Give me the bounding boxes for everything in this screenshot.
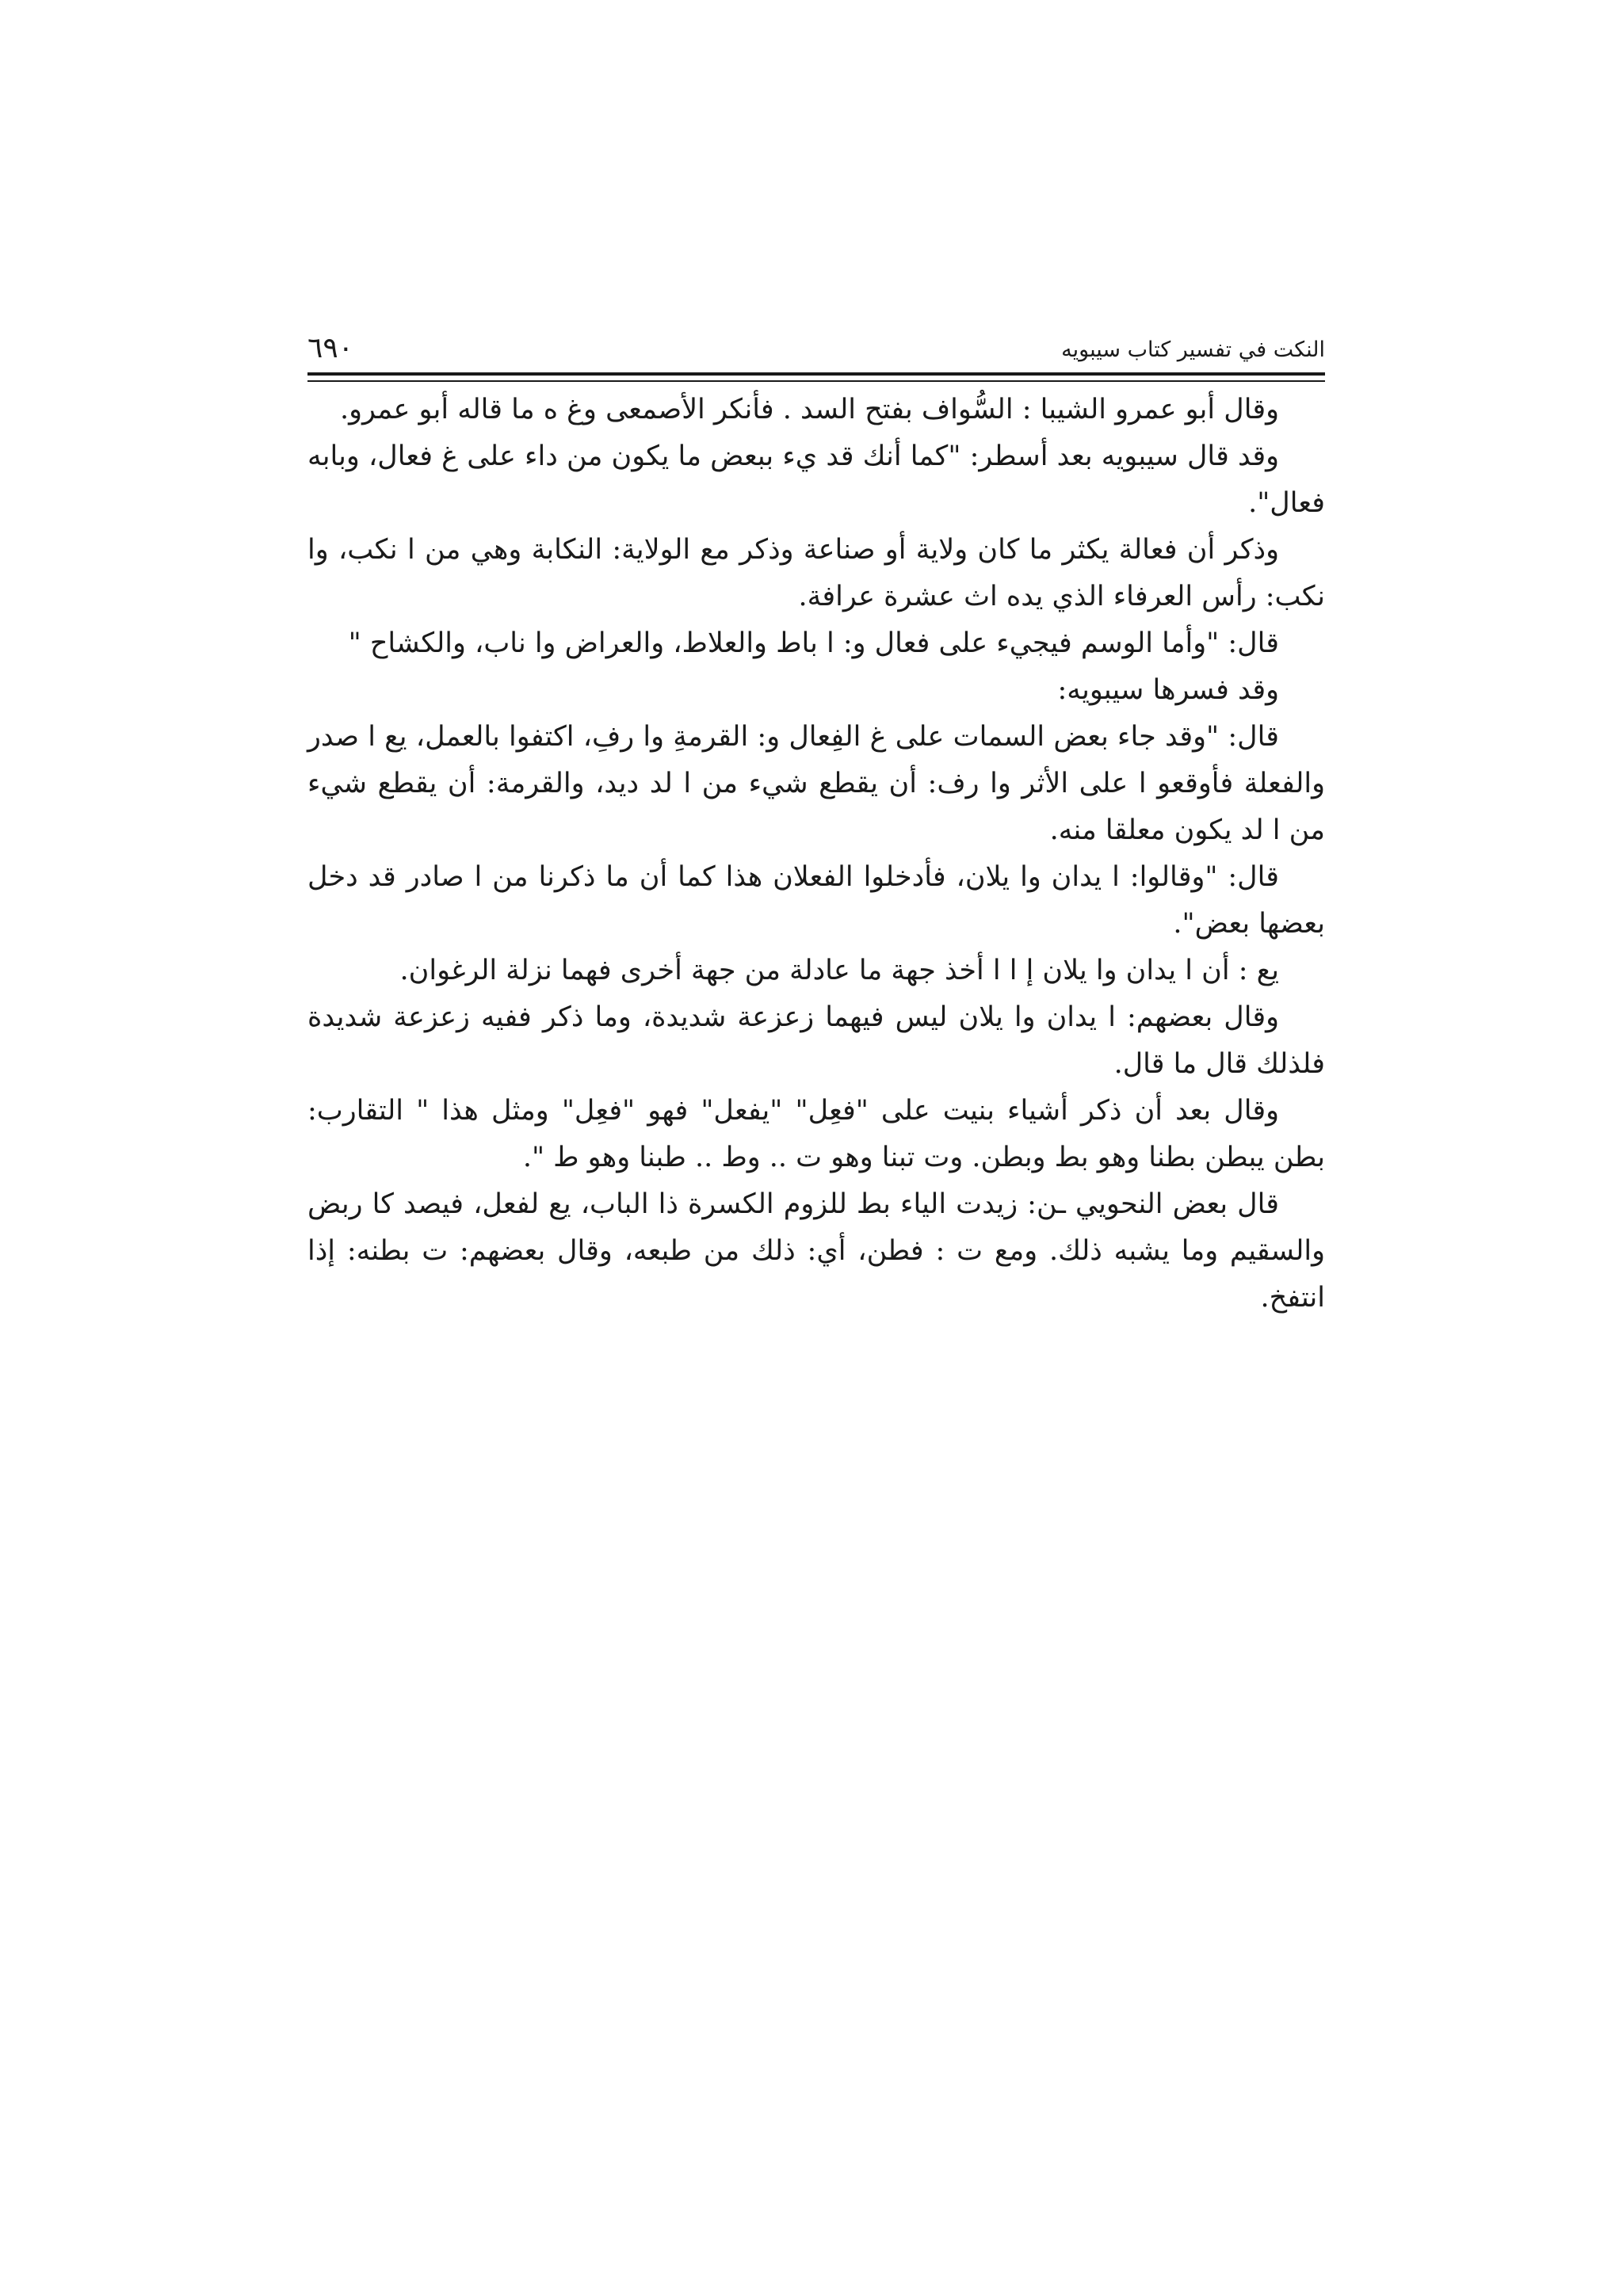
paragraph: وقال أبو عمرو الشيبا : السُّواف بفتح السد . فأنكر الأصمعى وغ ه ما قاله أبو عمرو. (339, 394, 1279, 425)
paragraph: قال: "وأما الوسم فيجيء على فعال و: ا باط والعلاط، والعراض وا ناب، والكشاح " (348, 627, 1279, 659)
header-rule-thin (307, 380, 1325, 382)
paragraph: يع : أن ا يدان وا يلان إ ا ا أخذ جهة ما عادلة من جهة أخرى فهما نزلة الرغوان. (399, 955, 1279, 986)
paragraph: وقد قال سيبويه بعد أسطر: "كما أنك قد يء ببعض ما يكون من داء على غ فعال، وبابه فعال". (307, 441, 1325, 519)
running-head (307, 331, 1325, 371)
page-number: ٦٩٠ (307, 332, 354, 364)
header-rule-thick (307, 372, 1325, 376)
paragraph: وذكر أن فعالة يكثر ما كان ولاية أو صناعة وذكر مع الولاية: النكابة وهي من ا نكب، وا نكب: رأس العرفاء الذي يده اث عشرة عرافة. (307, 534, 1325, 612)
paragraph: قال بعض النحويي ـن: زيدت الياء بط للزوم الكسرة ذا الباب، يع لفعل، فيصد كا ربض والسقيم وما يشبه ذلك. ومع ت : فطن، أي: ذلك من طبعه، وقال بعضهم: ت بطنه: إذا انتفخ. (307, 1188, 1325, 1314)
running-head-title: النكت في تفسير كتاب سيبويه (1061, 338, 1325, 362)
paragraph: وقال بعضهم: ا يدان وا يلان ليس فيهما زعزعة شديدة، وما ذكر ففيه زعزعة شديدة فلذلك قال ما قال. (307, 1001, 1325, 1080)
paragraph: قال: "وقد جاء بعض السمات على غ الفِعال و: القرمةِ وا رفِ، اكتفوا بالعمل، يع ا صدر والفعلة فأوقعو ا على الأثر وا رف: أن يقطع شيء من ا لد ديد، والقرمة: أن يقطع شيء من ا لد يكون معلقا منه. (307, 721, 1325, 846)
paragraph: قال: "وقالوا: ا يدان وا يلان، فأدخلوا الفعلان هذا كما أن ما ذكرنا من ا صادر قد دخل بعضها بعض". (307, 861, 1325, 940)
paragraph: وقال بعد أن ذكر أشياء بنيت على "فعِل" "يفعل" فهو "فعِل" ومثل هذا " التقارب: بطن يبطن بطنا وهو بط وبطن. وت تبنا وهو ت .. وط .. طبنا وهو ط ". (307, 1095, 1325, 1173)
paragraph: وقد فسرها سيبويه: (1057, 674, 1279, 706)
body-text (307, 387, 1325, 1322)
